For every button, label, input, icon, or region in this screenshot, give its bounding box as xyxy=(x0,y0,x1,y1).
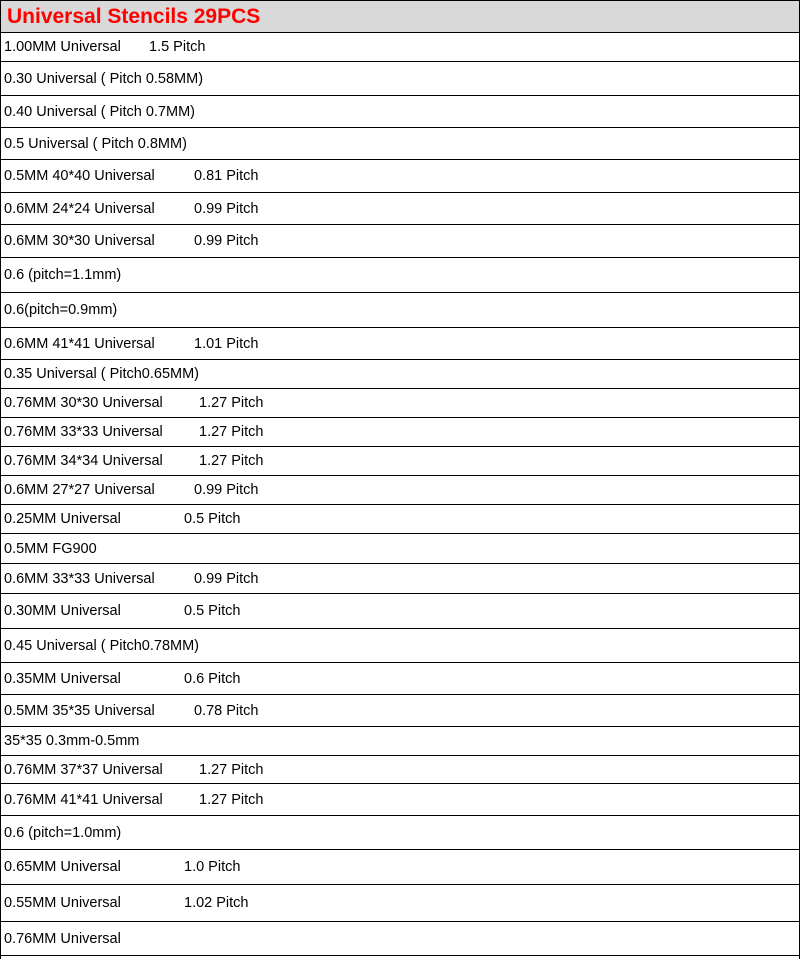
stencil-name: 0.76MM 33*33 Universal xyxy=(4,424,163,440)
stencil-name: 0.6MM 33*33 Universal xyxy=(4,570,155,587)
table-row xyxy=(1,594,799,629)
table-row xyxy=(1,756,799,784)
table-row xyxy=(1,193,799,225)
stencil-name: 0.6(pitch=0.9mm) xyxy=(4,302,118,318)
table-row xyxy=(1,534,799,564)
stencil-name: 35*35 0.3mm-0.5mm xyxy=(4,733,140,749)
stencil-pitch: 0.99 Pitch xyxy=(194,200,259,217)
table-row xyxy=(1,96,799,128)
stencil-name: 0.55MM Universal xyxy=(4,895,121,911)
stencil-pitch: 0.99 Pitch xyxy=(194,570,259,587)
stencil-name: 0.6MM 24*24 Universal xyxy=(4,200,155,217)
table-row xyxy=(1,663,799,695)
stencil-name: 0.6 (pitch=1.0mm) xyxy=(4,824,122,841)
stencil-name: 0.76MM 34*34 Universal xyxy=(4,453,163,469)
stencil-pitch: 1.27 Pitch xyxy=(199,395,264,411)
stencil-name: 0.5MM FG900 xyxy=(4,540,97,557)
table-row xyxy=(1,922,799,956)
stencil-name: 0.6MM 27*27 Universal xyxy=(4,482,155,498)
table-row xyxy=(1,885,799,922)
stencil-pitch: 0.99 Pitch xyxy=(194,482,259,498)
table-row xyxy=(1,293,799,328)
stencil-pitch: 0.5 Pitch xyxy=(184,511,241,527)
table-row xyxy=(1,505,799,534)
stencil-pitch: 0.99 Pitch xyxy=(194,233,259,249)
stencil-name: 0.5MM 35*35 Universal xyxy=(4,702,155,719)
stencil-name: 0.35 Universal ( Pitch0.65MM) xyxy=(4,366,200,382)
stencil-name: 1.00MM Universal xyxy=(4,39,121,55)
table-row xyxy=(1,418,799,447)
table-row xyxy=(1,476,799,505)
table-row xyxy=(1,328,799,360)
stencil-pitch: 1.01 Pitch xyxy=(194,335,259,352)
stencil-pitch: 0.81 Pitch xyxy=(194,168,259,184)
table-row xyxy=(1,389,799,418)
stencil-name: 0.5 Universal ( Pitch 0.8MM) xyxy=(4,135,187,152)
table-row xyxy=(1,695,799,727)
stencil-name: 0.76MM 41*41 Universal xyxy=(4,791,163,808)
stencil-pitch: 0.5 Pitch xyxy=(184,603,241,619)
table-row xyxy=(1,784,799,816)
table-row xyxy=(1,727,799,756)
table-row xyxy=(1,447,799,476)
table-row xyxy=(1,225,799,258)
stencil-pitch: 0.78 Pitch xyxy=(194,702,259,719)
stencil-name: 0.40 Universal ( Pitch 0.7MM) xyxy=(4,103,195,120)
stencil-rows xyxy=(1,33,799,956)
stencil-name: 0.6MM 30*30 Universal xyxy=(4,233,155,249)
table-row xyxy=(1,128,799,160)
stencil-name: 0.30 Universal ( Pitch 0.58MM) xyxy=(4,70,204,87)
stencil-pitch: 1.27 Pitch xyxy=(199,761,264,778)
table-row xyxy=(1,62,799,96)
page-title: Universal Stencils 29PCS xyxy=(7,4,261,28)
stencil-pitch: 1.27 Pitch xyxy=(199,791,264,808)
stencil-name: 0.76MM Universal xyxy=(4,930,121,947)
table-row xyxy=(1,564,799,594)
stencil-name: 0.76MM 30*30 Universal xyxy=(4,395,163,411)
stencil-name: 0.6 (pitch=1.1mm) xyxy=(4,267,122,283)
stencil-pitch: 1.27 Pitch xyxy=(199,453,264,469)
stencil-pitch: 1.27 Pitch xyxy=(199,424,264,440)
stencil-name: 0.6MM 41*41 Universal xyxy=(4,335,155,352)
table-row xyxy=(1,816,799,850)
stencil-pitch: 0.6 Pitch xyxy=(184,670,241,687)
table-row xyxy=(1,258,799,293)
stencil-name: 0.76MM 37*37 Universal xyxy=(4,761,163,778)
stencil-name: 0.65MM Universal xyxy=(4,859,121,875)
stencil-pitch: 1.02 Pitch xyxy=(184,895,249,911)
stencil-name: 0.25MM Universal xyxy=(4,511,121,527)
table-row xyxy=(1,629,799,663)
table-row xyxy=(1,850,799,885)
stencil-pitch: 1.0 Pitch xyxy=(184,859,241,875)
stencil-name: 0.5MM 40*40 Universal xyxy=(4,168,155,184)
stencil-name: 0.35MM Universal xyxy=(4,670,121,687)
stencil-name: 0.30MM Universal xyxy=(4,603,121,619)
title-bar xyxy=(1,0,799,33)
table-row xyxy=(1,33,799,62)
table-row xyxy=(1,360,799,389)
stencil-pitch: 1.5 Pitch xyxy=(149,39,206,55)
table-row xyxy=(1,160,799,193)
stencil-name: 0.45 Universal ( Pitch0.78MM) xyxy=(4,637,200,654)
